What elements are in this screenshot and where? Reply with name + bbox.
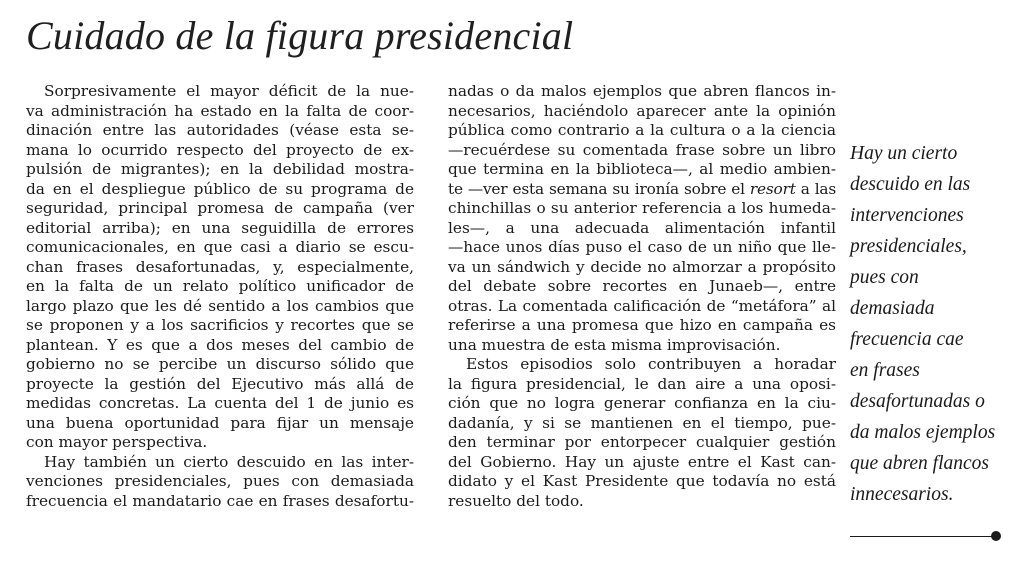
text-line: necesarios, haciéndolo aparecer ante la opinión <box>448 101 836 120</box>
text-line: Hay también un cierto descuido en las inter- <box>44 452 414 471</box>
text-line: pública como contrario a la cultura o a la ciencia <box>448 121 836 139</box>
text-line: va administración ha estado en la falta de coor- <box>26 101 414 120</box>
text-line: una buena oportunidad para fijar un mensaje <box>26 413 414 432</box>
pull-quote-line: intervenciones <box>850 205 964 226</box>
pull-quote <box>850 138 1010 510</box>
text-line: se proponen y a los sacrificios y recortes que se <box>26 316 414 334</box>
text-line: chinchillas o su anterior referencia a los humeda- <box>448 199 836 217</box>
text-line: resuelto del todo. <box>448 491 584 510</box>
pull-quote-line: demasiada <box>850 298 935 319</box>
pull-quote-rule <box>850 536 996 537</box>
text-line: plantean. Y es que a dos meses del cambio de <box>26 335 414 354</box>
text-line: frecuencia el mandatario cae en frases desafortu- <box>26 491 414 510</box>
text-line: dadanía, y si se mantienen en el tiempo, pue- <box>448 413 836 432</box>
text-line: referirse a una promesa que hizo en campaña es <box>448 316 836 334</box>
bullet-dot-icon <box>991 531 1001 541</box>
text-line: dinación entre las autoridades (véase esta se- <box>26 121 414 139</box>
text-line: Sorpresivamente el mayor déficit de la nue- <box>44 82 414 100</box>
text-line: va un sándwich y decide no almorzar a propósito <box>448 257 836 276</box>
pull-quote-line: da malos ejemplos <box>850 422 996 443</box>
text-line: seguridad, principal promesa de campaña (ver <box>26 199 414 217</box>
text-line: en la falta de un relato político unificador de <box>26 277 414 295</box>
pull-quote-line: innecesarios. <box>850 484 954 505</box>
text-line <box>448 180 836 200</box>
text-line: otras. La comentada calificación de “metáfora” al <box>448 296 836 315</box>
text-fragment: a las <box>795 179 836 198</box>
text-line: —hace unos días puso el caso de un niño que lle- <box>448 238 836 256</box>
pull-quote-line: en frases <box>850 360 920 381</box>
pull-quote-line: descuido en las <box>850 174 971 195</box>
text-line: chan frases desafortunadas, y, especialmente, <box>26 257 414 276</box>
article-column-left <box>26 82 414 511</box>
text-line: venciones presidenciales, pues con demasiada <box>26 472 414 490</box>
pull-quote-line: que abren flancos <box>850 453 990 474</box>
text-line: ción que no logra generar confianza en la ciu- <box>448 394 836 412</box>
text-line: editorial arriba); en una seguidilla de errores <box>26 218 414 237</box>
text-line: gobierno no se percibe un discurso sólido que <box>26 355 414 373</box>
text-line: medidas concretas. La cuenta del 1 de junio es <box>26 394 414 412</box>
text-line: les—, a una adecuada alimentación infantil <box>448 218 836 237</box>
text-line: didato y el Kast Presidente que todavía no está <box>448 472 836 490</box>
pull-quote-line: Hay un cierto <box>850 143 958 164</box>
text-line: del debate sobre recortes en Junaeb—, entre <box>448 277 836 295</box>
text-line: pulsión de migrantes); en la debilidad mostra- <box>26 160 414 178</box>
pull-quote-line: presidenciales, <box>850 236 967 257</box>
text-line: nadas o da malos ejemplos que abren flancos in- <box>448 82 836 100</box>
pull-quote-line: frecuencia cae <box>850 329 964 350</box>
text-line: la figura presidencial, le dan aire a una oposi- <box>448 374 836 393</box>
text-line: una muestra de esta misma improvisación. <box>448 335 781 354</box>
text-line: con mayor perspectiva. <box>26 433 208 451</box>
pull-quote-line: desafortunadas o <box>850 391 985 412</box>
text-line: den terminar por entorpecer cualquier gestión <box>448 433 836 451</box>
text-line: da en el despliegue público de su programa de <box>26 179 414 198</box>
text-line: —recuérdese su comentada frase sobre un libro <box>448 140 836 159</box>
text-line: largo plazo que les dé sentido a los cambios que <box>26 296 414 315</box>
text-line: mana lo ocurrido respecto del proyecto de ex- <box>26 140 414 159</box>
text-line: comunicacionales, en que casi a diario se escu- <box>26 238 414 256</box>
text-line: del Gobierno. Hay un ajuste entre el Kast can- <box>448 452 836 471</box>
pull-quote-line: pues con <box>850 267 919 288</box>
italic-word: resort <box>749 179 796 198</box>
text-line: Estos episodios solo contribuyen a horadar <box>466 355 836 373</box>
article-headline: Cuidado de la figura presidencial <box>26 13 574 58</box>
text-fragment: te —ver esta semana su ironía sobre el <box>448 179 750 198</box>
text-line: proyecte la gestión del Ejecutivo más allá de <box>26 374 414 393</box>
text-line: que termina en la biblioteca—, al medio ambien- <box>448 160 836 178</box>
article-column-right <box>448 82 836 511</box>
